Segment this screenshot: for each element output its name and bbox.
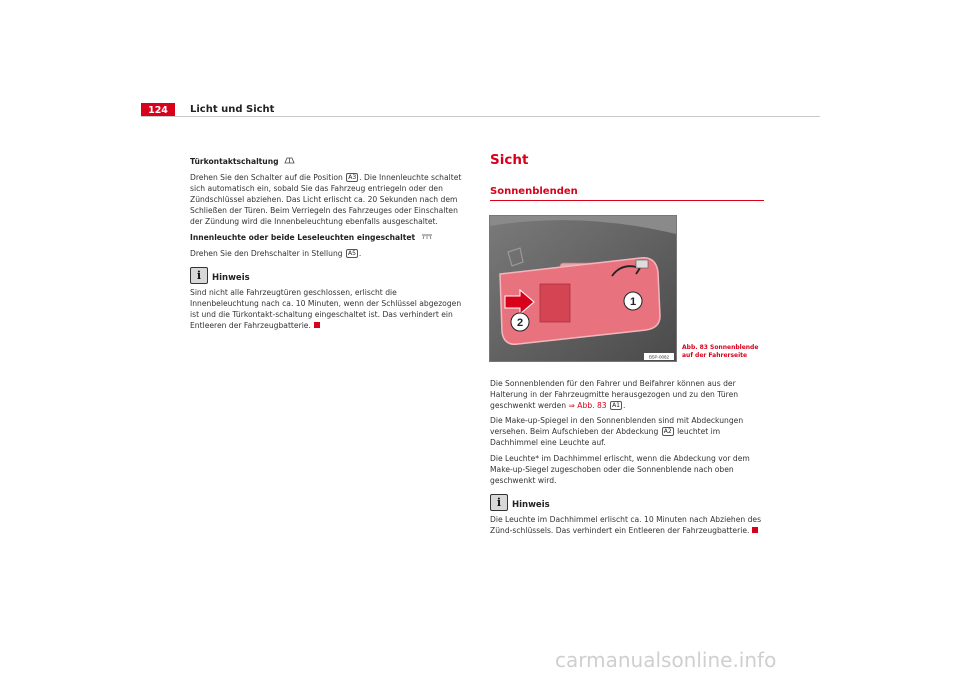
end-mark: [314, 322, 320, 328]
paragraph-1-text: Die Sonnenblenden für den Fahrer und Beifahrer können aus der Halterung in der Fahrzeugmitte herausgezogen und zu den Türen geschwenkt werden: [490, 379, 739, 411]
position-code-a5: A5: [348, 249, 356, 257]
end-mark: [752, 527, 758, 533]
note-text-right: Die Leuchte im Dachhimmel erlischt ca. 10 Minuten nach Abziehen des Zünd-schlüssels. Das verhindert ein Entleeren der Fahrzeugbatterie.: [490, 514, 762, 535]
sun-visor-illustration: [490, 216, 676, 361]
paragraph-3-text: Die Leuchte* im Dachhimmel erlischt, wenn die Abdeckung vor dem Make-up-Siegel zugeschoben oder die Sonnenblende nach oben geschwenkt wird.: [490, 453, 750, 485]
door-contact-icon: [284, 158, 295, 166]
header-divider: [141, 116, 820, 117]
note-label-right: Hinweis: [512, 499, 550, 510]
interior-light-icon: [421, 234, 433, 242]
figure-code: B5P-0082: [648, 354, 670, 360]
interior-light-title: Innenleuchte oder beide Leseleuchten eingeschaltet: [190, 232, 416, 242]
sun-visor-figure: [489, 215, 677, 362]
figure-caption: [682, 344, 758, 359]
position-code-a1: A1: [612, 402, 620, 410]
watermark: carmanualsonline.info: [555, 648, 777, 672]
chapter-heading: Sicht: [490, 152, 529, 168]
note-header: [190, 267, 468, 284]
callout-1: 1: [629, 296, 637, 308]
note-label: Hinweis: [212, 272, 250, 283]
left-column: Türkontaktschaltung Drehen Sie den Schalter auf die Position A3 . Die Innenleuchte schaltet sich automatisch ein, sobald Sie das Fahrzeug entriegeln oder den Zündschlüssel abziehen. Das Licht erlischt ca. 20 Sekunden nach dem Schließen der Türen. Beim Verriegeln des Fahrzeuges oder Einschalten der Zündung wird die Innenbeleuchtung ebenfalls ausgeschaltet. Innenleuchte oder beide Leseleuchten eingeschaltet Drehen Sie den Drehschalter in Stellung A5 . i Hinweis Sind nicht alle Fahrzeugtüren geschlossen, erlischt die Innenbeleuchtung nach ca. 10 Minuten, wenn der Schlüssel abgezogen ist und die Türkontakt-schaltung eingeschaltet ist. Das verhindert ein Entleeren der Fahrzeugbatterie.: [190, 156, 468, 335]
door-contact-title: Türkontaktschaltung: [190, 157, 279, 166]
position-code-a2: A2: [663, 428, 672, 436]
info-icon: i: [490, 494, 508, 511]
paragraph-2-text-2: leuchtet im Dachhimmel eine Leuchte auf.: [490, 427, 721, 448]
note-text: Sind nicht alle Fahrzeugtüren geschlossen, erlischt die Innenbeleuchtung nach ca. 10 Minuten, wenn der Schlüssel abgezogen ist und die Türkontakt-schaltung eingeschaltet ist. Das verhindert ein Entleeren der Fahrzeugbatterie.: [190, 287, 462, 331]
position-code-a3: A3: [348, 174, 357, 182]
callout-2: 2: [516, 317, 524, 329]
door-contact-text-2: . Die Innenleuchte schaltet sich automatisch ein, sobald Sie das Fahrzeug entriegeln oder den Zündschlüssel abziehen. Das Licht erlischt ca. 20 Sekunden nach dem Schließen der Türen. Beim Verriegeln des Fahrzeuges oder Einschalten der Zündung wird die Innenbeleuchtung ebenfalls ausgeschaltet.: [190, 173, 462, 227]
section-title: Licht und Sicht: [190, 104, 275, 115]
paragraph-2-text-1: Die Make-up-Spiegel in den Sonnenblenden sind mit Abdeckungen versehen. Beim Aufschieben der Abdeckung: [490, 416, 744, 437]
right-column: Die Sonnenblenden für den Fahrer und Beifahrer können aus der Halterung in der Fahrzeugmitte herausgezogen und zu den Türen geschwenkt werden ⇒ Abb. 83 A1 . Die Make-up-Spiegel in den Sonnenblenden sind mit Abdeckungen versehen. Beim Aufschieben der Abdeckung A2 leuchtet im Dachhimmel eine Leuchte auf. Die Leuchte* im Dachhimmel erlischt, wenn die Abdeckung vor dem Make-up-Siegel zugeschoben oder die Sonnenblende nach oben geschwenkt wird. i Hinweis Die Leuchte im Dachhimmel erlischt ca. 10 Minuten nach Abziehen des Zünd-schlüssels. Das verhindert ein Entleeren der Fahrzeugbatterie.: [490, 378, 770, 540]
caption-line-2: auf der Fahrerseite: [682, 351, 748, 359]
note-header-right: [490, 494, 770, 511]
page-number: 124: [141, 103, 175, 117]
caption-line-1: Abb. 83 Sonnenblende: [682, 344, 759, 351]
door-contact-text-1: Drehen Sie den Schalter auf die Position: [190, 173, 343, 183]
info-icon: i: [190, 267, 208, 284]
heading-divider: [490, 200, 764, 201]
section-heading: Sonnenblenden: [490, 186, 578, 197]
interior-light-text: Drehen Sie den Drehschalter in Stellung: [190, 248, 343, 258]
figure-reference-link[interactable]: ⇒ Abb. 83: [568, 401, 607, 411]
